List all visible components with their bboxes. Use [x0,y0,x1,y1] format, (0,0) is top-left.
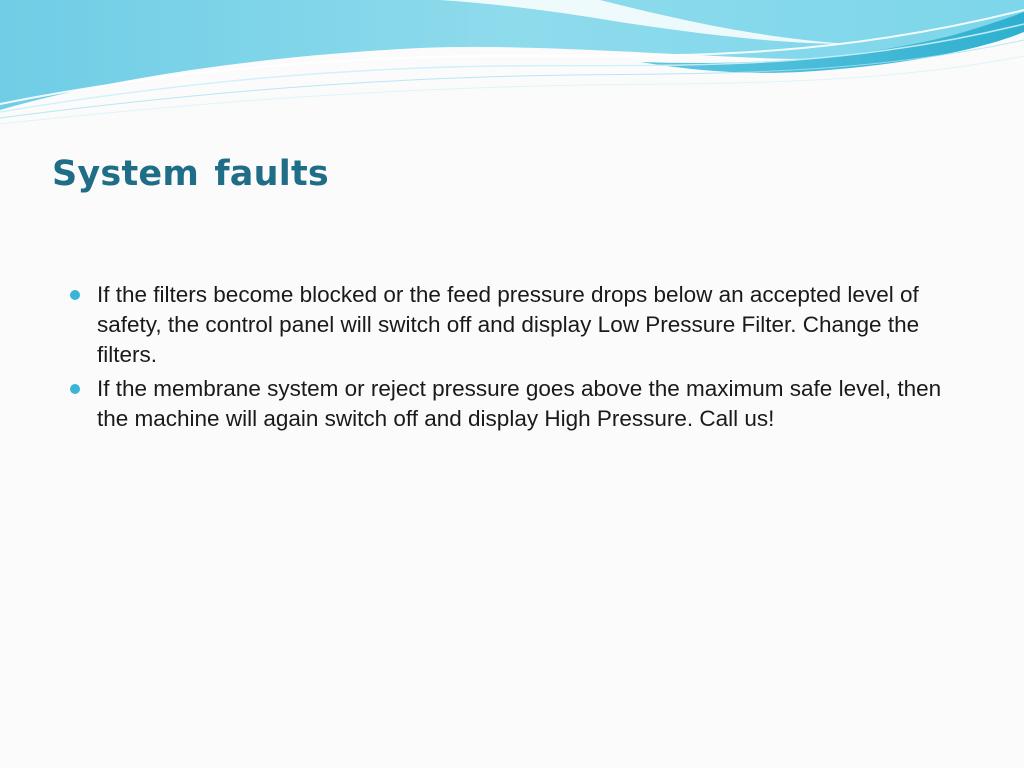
bullet-text: If the membrane system or reject pressure goes above the maximum safe level, then the machine will again switch off and display High Pressure. Call us! [97,376,942,431]
bullet-text: If the filters become blocked or the feed pressure drops below an accepted level of safety, the control panel will switch off and display Low Pressure Filter. Change the filters. [97,282,920,367]
slide-title: System faults [52,154,329,194]
bullet-dot-icon [70,290,80,300]
bullet-dot-icon [70,384,80,394]
bullet-list [70,280,970,438]
header-wave-decoration [0,0,1024,130]
list-item [70,280,970,370]
list-item [70,374,970,434]
